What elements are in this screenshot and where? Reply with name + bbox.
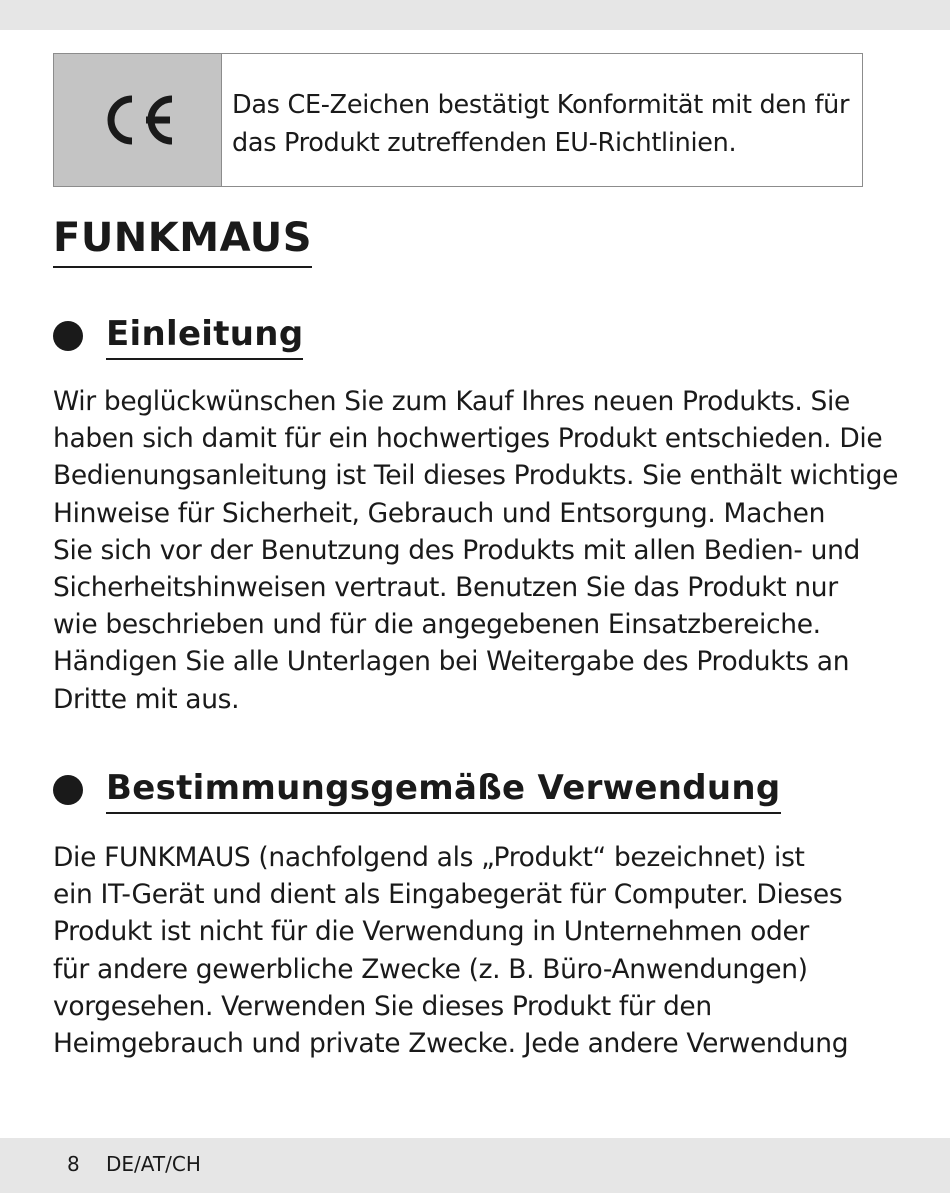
ce-mark-cell — [54, 54, 222, 186]
paragraph-line: Die FUNKMAUS (nachfolgend als „Produkt“ bezeichnet) ist — [53, 842, 805, 873]
bullet-icon — [53, 321, 83, 351]
paragraph-line: haben sich damit für ein hochwertiges Produkt entschieden. Die — [53, 423, 883, 455]
ce-notice-box — [53, 53, 863, 187]
paragraph-line: für andere gewerbliche Zwecke (z. B. Büro-Anwendungen) — [53, 953, 808, 985]
region-label: DE/AT/CH — [106, 1152, 201, 1176]
section-heading-text: Einleitung — [106, 312, 303, 360]
paragraph-line: Bedienungsanleitung ist Teil dieses Produkts. Sie enthält wichtige — [53, 460, 899, 492]
section-heading-einleitung — [53, 312, 303, 360]
paragraph-line: Produkt ist nicht für die Verwendung in Unternehmen oder — [53, 916, 809, 948]
document-title: FUNKMAUS — [53, 212, 312, 268]
page-number: 8 — [67, 1152, 80, 1176]
paragraph-line: Wir beglückwünschen Sie zum Kauf Ihres neuen Produkts. Sie — [53, 386, 850, 417]
paragraph-line: wie beschrieben und für die angegebenen Einsatzbereiche. — [53, 609, 821, 641]
paragraph-line: Heimgebrauch und private Zwecke. Jede andere Verwendung — [53, 1028, 849, 1060]
paragraph-line: Sicherheitshinweisen vertraut. Benutzen Sie das Produkt nur — [53, 572, 838, 604]
section-heading-text: Bestimmungsgemäße Verwendung — [106, 766, 781, 814]
top-band — [0, 0, 950, 30]
ce-notice-text — [222, 54, 862, 186]
page-footer — [0, 1138, 950, 1193]
paragraph-line: Sie sich vor der Benutzung des Produkts mit allen Bedien- und — [53, 534, 861, 566]
paragraph-line: ein IT-Gerät und dient als Eingabegerät für Computer. Dieses — [53, 879, 843, 911]
ce-mark-icon — [98, 91, 178, 149]
bullet-icon — [53, 775, 83, 805]
paragraph-line: Dritte mit aus. — [53, 683, 240, 715]
paragraph-line: Händigen Sie alle Unterlagen bei Weitergabe des Produkts an — [53, 646, 850, 678]
section-heading-bestimmungsgemaesse-verwendung — [53, 766, 781, 814]
paragraph-line: Hinweise für Sicherheit, Gebrauch und Entsorgung. Machen — [53, 497, 826, 529]
ce-notice-line: Das CE-Zeichen bestätigt Konformität mit den für — [232, 90, 850, 120]
section-paragraph-einleitung — [53, 383, 913, 718]
paragraph-line: vorgesehen. Verwenden Sie dieses Produkt für den — [53, 990, 712, 1022]
ce-notice-line: das Produkt zutreffenden EU-Richtlinien. — [232, 128, 737, 158]
section-paragraph-verwendung — [53, 839, 913, 1062]
